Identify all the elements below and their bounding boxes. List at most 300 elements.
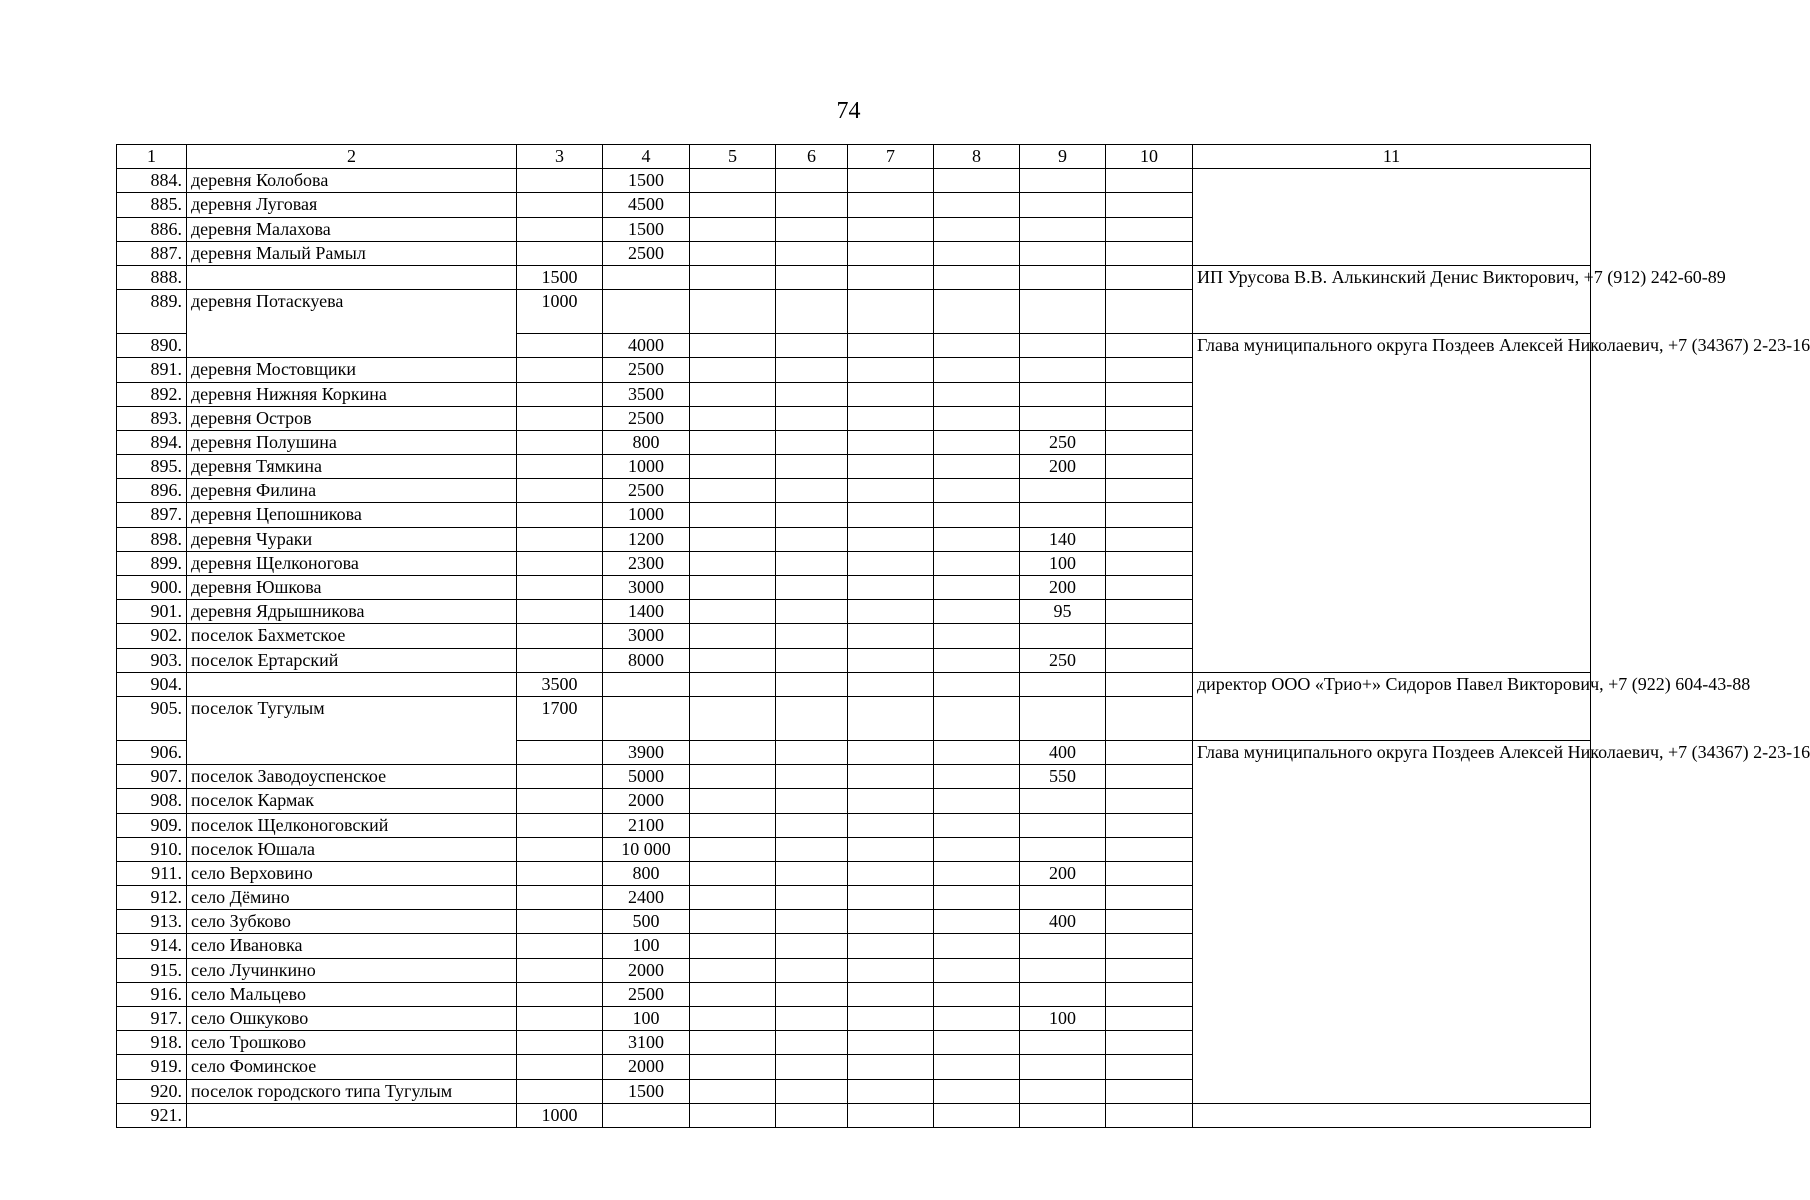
settlement-name: село Дёмино	[187, 886, 517, 910]
settlement-name	[187, 265, 517, 289]
col5-value	[690, 696, 776, 740]
col4-value: 3000	[603, 576, 690, 600]
col8-value	[934, 861, 1020, 885]
col3-value	[517, 813, 603, 837]
col4-value: 500	[603, 910, 690, 934]
col5-value	[690, 334, 776, 358]
contact-info	[1193, 169, 1591, 266]
col8-value	[934, 910, 1020, 934]
col8-value	[934, 527, 1020, 551]
col9-value	[1020, 406, 1106, 430]
col3-value	[517, 1007, 603, 1031]
col7-value	[848, 576, 934, 600]
col10-value	[1106, 382, 1193, 406]
col6-value	[776, 886, 848, 910]
col9-value	[1020, 241, 1106, 265]
col5-value	[690, 479, 776, 503]
row-number: 900.	[117, 576, 187, 600]
col9-value	[1020, 358, 1106, 382]
col7-value	[848, 430, 934, 454]
col4-value: 5000	[603, 765, 690, 789]
col5-value	[690, 551, 776, 575]
col4-value: 10 000	[603, 837, 690, 861]
col3-value	[517, 382, 603, 406]
col4-value: 2500	[603, 406, 690, 430]
row-number: 904.	[117, 672, 187, 696]
col5-value	[690, 1007, 776, 1031]
col5-value	[690, 241, 776, 265]
col7-value	[848, 382, 934, 406]
col6-value	[776, 576, 848, 600]
settlement-name: деревня Ядрышникова	[187, 600, 517, 624]
row-number: 890.	[117, 334, 187, 358]
row-number: 903.	[117, 648, 187, 672]
col6-value	[776, 406, 848, 430]
col8-value	[934, 551, 1020, 575]
header-cell: 2	[187, 145, 517, 169]
col5-value	[690, 265, 776, 289]
col9-value	[1020, 1055, 1106, 1079]
settlement-name: поселок Ертарский	[187, 648, 517, 672]
col8-value	[934, 430, 1020, 454]
col4-value	[603, 696, 690, 740]
col8-value	[934, 358, 1020, 382]
col7-value	[848, 813, 934, 837]
col6-value	[776, 765, 848, 789]
col4-value: 100	[603, 934, 690, 958]
col8-value	[934, 217, 1020, 241]
col6-value	[776, 503, 848, 527]
settlement-name	[187, 672, 517, 696]
col6-value	[776, 455, 848, 479]
col5-value	[690, 430, 776, 454]
settlement-name: село Зубково	[187, 910, 517, 934]
col10-value	[1106, 430, 1193, 454]
col8-value	[934, 740, 1020, 764]
col10-value	[1106, 1007, 1193, 1031]
col3-value	[517, 527, 603, 551]
row-number: 910.	[117, 837, 187, 861]
settlement-name: деревня Филина	[187, 479, 517, 503]
col3-value: 3500	[517, 672, 603, 696]
col10-value	[1106, 169, 1193, 193]
col7-value	[848, 479, 934, 503]
page-number: 74	[836, 98, 861, 124]
settlement-name: село Ивановка	[187, 934, 517, 958]
col6-value	[776, 527, 848, 551]
col8-value	[934, 765, 1020, 789]
col3-value	[517, 406, 603, 430]
col7-value	[848, 1103, 934, 1127]
col8-value	[934, 169, 1020, 193]
col5-value	[690, 1031, 776, 1055]
col4-value: 2300	[603, 551, 690, 575]
col5-value	[690, 648, 776, 672]
col7-value	[848, 1007, 934, 1031]
col5-value	[690, 193, 776, 217]
col7-value	[848, 886, 934, 910]
col5-value	[690, 503, 776, 527]
row-number: 911.	[117, 861, 187, 885]
col10-value	[1106, 837, 1193, 861]
col10-value	[1106, 217, 1193, 241]
row-number: 902.	[117, 624, 187, 648]
col8-value	[934, 958, 1020, 982]
settlement-name	[187, 1103, 517, 1127]
col9-value: 200	[1020, 455, 1106, 479]
col3-value	[517, 193, 603, 217]
col3-value	[517, 600, 603, 624]
settlement-name: село Фоминское	[187, 1055, 517, 1079]
col6-value	[776, 551, 848, 575]
row-number: 893.	[117, 406, 187, 430]
col5-value	[690, 934, 776, 958]
col5-value	[690, 290, 776, 334]
col7-value	[848, 241, 934, 265]
settlement-name: деревня Малый Рамыл	[187, 241, 517, 265]
col8-value	[934, 1079, 1020, 1103]
col6-value	[776, 837, 848, 861]
row-number: 909.	[117, 813, 187, 837]
contact-info: Глава муниципального округа Поздеев Алексей Николаевич, +7 (34367) 2-23-16	[1193, 334, 1591, 673]
settlement-name: село Трошково	[187, 1031, 517, 1055]
col8-value	[934, 193, 1020, 217]
col9-value	[1020, 982, 1106, 1006]
col4-value: 2400	[603, 886, 690, 910]
col9-value	[1020, 290, 1106, 334]
col4-value: 100	[603, 1007, 690, 1031]
settlement-name: деревня Луговая	[187, 193, 517, 217]
row-number: 921.	[117, 1103, 187, 1127]
col7-value	[848, 600, 934, 624]
settlement-name: деревня Колобова	[187, 169, 517, 193]
col8-value	[934, 600, 1020, 624]
row-number: 919.	[117, 1055, 187, 1079]
settlement-name: деревня Цепошникова	[187, 503, 517, 527]
col7-value	[848, 551, 934, 575]
col4-value	[603, 265, 690, 289]
col4-value: 800	[603, 430, 690, 454]
col5-value	[690, 217, 776, 241]
col7-value	[848, 861, 934, 885]
col7-value	[848, 406, 934, 430]
header-cell: 5	[690, 145, 776, 169]
settlement-name: село Лучинкино	[187, 958, 517, 982]
col4-value: 1500	[603, 217, 690, 241]
col4-value: 3000	[603, 624, 690, 648]
col3-value	[517, 169, 603, 193]
col9-value	[1020, 479, 1106, 503]
row-number: 913.	[117, 910, 187, 934]
col9-value: 200	[1020, 861, 1106, 885]
col6-value	[776, 1079, 848, 1103]
col5-value	[690, 624, 776, 648]
col7-value	[848, 527, 934, 551]
settlement-name: село Мальцево	[187, 982, 517, 1006]
col3-value	[517, 479, 603, 503]
row-number: 907.	[117, 765, 187, 789]
col10-value	[1106, 813, 1193, 837]
col7-value	[848, 740, 934, 764]
col6-value	[776, 241, 848, 265]
row-number: 916.	[117, 982, 187, 1006]
col6-value	[776, 672, 848, 696]
col10-value	[1106, 265, 1193, 289]
settlement-name: село Ошкуково	[187, 1007, 517, 1031]
col9-value: 250	[1020, 648, 1106, 672]
col9-value: 140	[1020, 527, 1106, 551]
col4-value: 2500	[603, 982, 690, 1006]
col7-value	[848, 358, 934, 382]
col10-value	[1106, 1079, 1193, 1103]
col3-value	[517, 1055, 603, 1079]
col3-value: 1700	[517, 696, 603, 740]
col5-value	[690, 958, 776, 982]
col9-value	[1020, 1103, 1106, 1127]
row-number: 887.	[117, 241, 187, 265]
table-row	[117, 265, 1591, 289]
col7-value	[848, 217, 934, 241]
col8-value	[934, 503, 1020, 527]
col7-value	[848, 265, 934, 289]
row-number: 892.	[117, 382, 187, 406]
col7-value	[848, 455, 934, 479]
row-number: 912.	[117, 886, 187, 910]
col8-value	[934, 934, 1020, 958]
col5-value	[690, 358, 776, 382]
col8-value	[934, 1007, 1020, 1031]
col6-value	[776, 430, 848, 454]
col6-value	[776, 934, 848, 958]
col9-value: 200	[1020, 576, 1106, 600]
row-number: 901.	[117, 600, 187, 624]
col6-value	[776, 479, 848, 503]
col6-value	[776, 265, 848, 289]
col8-value	[934, 1103, 1020, 1127]
col7-value	[848, 169, 934, 193]
col4-value: 2500	[603, 241, 690, 265]
header-cell: 9	[1020, 145, 1106, 169]
col9-value	[1020, 334, 1106, 358]
col4-value	[603, 1103, 690, 1127]
col5-value	[690, 1079, 776, 1103]
col4-value: 2500	[603, 358, 690, 382]
settlement-name: поселок Бахметское	[187, 624, 517, 648]
col6-value	[776, 813, 848, 837]
col8-value	[934, 241, 1020, 265]
header-cell: 3	[517, 145, 603, 169]
col6-value	[776, 358, 848, 382]
col10-value	[1106, 861, 1193, 885]
header-cell: 7	[848, 145, 934, 169]
col10-value	[1106, 241, 1193, 265]
col9-value: 250	[1020, 430, 1106, 454]
col10-value	[1106, 290, 1193, 334]
col8-value	[934, 455, 1020, 479]
row-number: 884.	[117, 169, 187, 193]
settlement-name: деревня Мостовщики	[187, 358, 517, 382]
col7-value	[848, 193, 934, 217]
col9-value: 100	[1020, 551, 1106, 575]
contact-info: Глава муниципального округа Поздеев Алексей Николаевич, +7 (34367) 2-23-16	[1193, 740, 1591, 1103]
row-number: 906.	[117, 740, 187, 764]
col8-value	[934, 1031, 1020, 1055]
settlement-name: поселок Кармак	[187, 789, 517, 813]
col9-value	[1020, 503, 1106, 527]
col10-value	[1106, 576, 1193, 600]
header-cell: 10	[1106, 145, 1193, 169]
col6-value	[776, 982, 848, 1006]
col3-value	[517, 648, 603, 672]
col4-value	[603, 290, 690, 334]
col10-value	[1106, 455, 1193, 479]
header-cell: 8	[934, 145, 1020, 169]
col9-value	[1020, 193, 1106, 217]
col6-value	[776, 740, 848, 764]
col6-value	[776, 169, 848, 193]
col10-value	[1106, 334, 1193, 358]
col10-value	[1106, 740, 1193, 764]
contact-info	[1193, 1103, 1591, 1127]
col10-value	[1106, 193, 1193, 217]
col8-value	[934, 290, 1020, 334]
col3-value	[517, 740, 603, 764]
col3-value	[517, 576, 603, 600]
settlement-name: деревня Малахова	[187, 217, 517, 241]
col9-value: 100	[1020, 1007, 1106, 1031]
col10-value	[1106, 406, 1193, 430]
col8-value	[934, 982, 1020, 1006]
col10-value	[1106, 503, 1193, 527]
data-table	[116, 144, 1810, 1128]
col10-value	[1106, 1103, 1193, 1127]
col3-value	[517, 358, 603, 382]
header-cell: 11	[1193, 145, 1591, 169]
col9-value	[1020, 789, 1106, 813]
col5-value	[690, 813, 776, 837]
col10-value	[1106, 765, 1193, 789]
col3-value	[517, 789, 603, 813]
col5-value	[690, 600, 776, 624]
col7-value	[848, 672, 934, 696]
col6-value	[776, 217, 848, 241]
col3-value	[517, 958, 603, 982]
col6-value	[776, 1055, 848, 1079]
col10-value	[1106, 551, 1193, 575]
col3-value	[517, 861, 603, 885]
col3-value	[517, 503, 603, 527]
col5-value	[690, 527, 776, 551]
col7-value	[848, 334, 934, 358]
col6-value	[776, 1007, 848, 1031]
col5-value	[690, 576, 776, 600]
row-number: 885.	[117, 193, 187, 217]
col8-value	[934, 406, 1020, 430]
col6-value	[776, 382, 848, 406]
col7-value	[848, 696, 934, 740]
col4-value: 4000	[603, 334, 690, 358]
col3-value	[517, 217, 603, 241]
col5-value	[690, 740, 776, 764]
col10-value	[1106, 789, 1193, 813]
col7-value	[848, 1055, 934, 1079]
col6-value	[776, 958, 848, 982]
col10-value	[1106, 982, 1193, 1006]
col8-value	[934, 886, 1020, 910]
col3-value	[517, 455, 603, 479]
col5-value	[690, 169, 776, 193]
col6-value	[776, 910, 848, 934]
col9-value	[1020, 382, 1106, 406]
col4-value: 2000	[603, 1055, 690, 1079]
col8-value	[934, 813, 1020, 837]
col3-value	[517, 430, 603, 454]
col5-value	[690, 910, 776, 934]
col8-value	[934, 576, 1020, 600]
col4-value: 2000	[603, 958, 690, 982]
col8-value	[934, 672, 1020, 696]
col6-value	[776, 861, 848, 885]
col9-value: 95	[1020, 600, 1106, 624]
col7-value	[848, 1079, 934, 1103]
col5-value	[690, 455, 776, 479]
col6-value	[776, 600, 848, 624]
settlement-name: деревня Полушина	[187, 430, 517, 454]
col7-value	[848, 982, 934, 1006]
row-number: 897.	[117, 503, 187, 527]
col4-value: 1500	[603, 169, 690, 193]
table-row	[117, 1103, 1591, 1127]
col8-value	[934, 265, 1020, 289]
row-number: 918.	[117, 1031, 187, 1055]
row-number: 917.	[117, 1007, 187, 1031]
col9-value	[1020, 1079, 1106, 1103]
col3-value: 1000	[517, 1103, 603, 1127]
col3-value	[517, 1079, 603, 1103]
col3-value	[517, 334, 603, 358]
col5-value	[690, 861, 776, 885]
table-row	[117, 169, 1591, 193]
col10-value	[1106, 527, 1193, 551]
contact-info: директор ООО «Трио+» Сидоров Павел Викторович, +7 (922) 604-43-88	[1193, 672, 1591, 740]
col9-value	[1020, 265, 1106, 289]
col9-value	[1020, 886, 1106, 910]
col9-value	[1020, 696, 1106, 740]
col4-value: 3500	[603, 382, 690, 406]
col6-value	[776, 624, 848, 648]
col10-value	[1106, 910, 1193, 934]
col5-value	[690, 886, 776, 910]
col10-value	[1106, 696, 1193, 740]
col3-value	[517, 837, 603, 861]
col4-value	[603, 672, 690, 696]
col3-value	[517, 765, 603, 789]
col6-value	[776, 789, 848, 813]
col4-value: 2500	[603, 479, 690, 503]
col5-value	[690, 406, 776, 430]
settlement-name: поселок Щелконоговский	[187, 813, 517, 837]
col5-value	[690, 672, 776, 696]
settlement-name: деревня Тямкина	[187, 455, 517, 479]
col3-value: 1500	[517, 265, 603, 289]
col6-value	[776, 334, 848, 358]
col4-value: 1200	[603, 527, 690, 551]
row-number: 898.	[117, 527, 187, 551]
col6-value	[776, 290, 848, 334]
col4-value: 2100	[603, 813, 690, 837]
col4-value: 8000	[603, 648, 690, 672]
col8-value	[934, 1055, 1020, 1079]
